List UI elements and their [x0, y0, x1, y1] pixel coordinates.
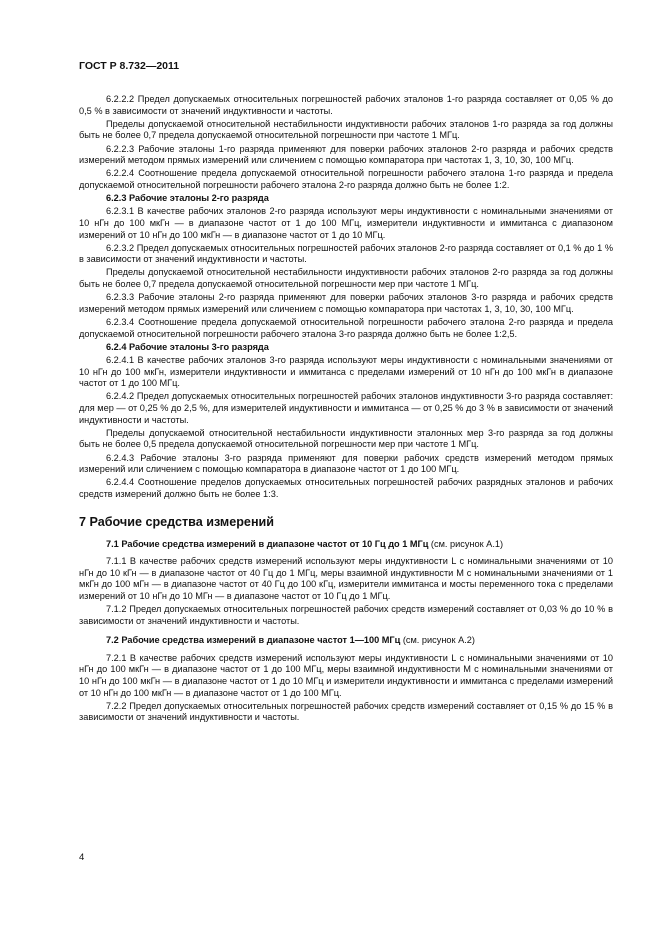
- heading-6-2-3: 6.2.3 Рабочие эталоны 2-го разряда: [106, 193, 269, 204]
- paragraph-6-2-2-2: 6.2.2.2 Предел допускаемых относительных погрешностей рабочих эталонов 1-го разряда составляет от 0,05 % до 0,5 % в зависимости от значений индуктивности и частоты.: [79, 94, 613, 116]
- heading-7-2-bold: 7.2 Рабочие средства измерений в диапазоне частот 1—100 МГц: [106, 635, 401, 646]
- heading-7-1: [79, 539, 613, 551]
- paragraph-6-2-2-4: 6.2.2.4 Соотношение предела допускаемой относительной погрешности рабочего эталона 1-го разряда и предела допускаемой относительной погрешности рабочего эталона 2-го разряда должно быть не более 1:2.: [79, 168, 613, 190]
- paragraph-6-2-4-3: 6.2.4.3 Рабочие эталоны 3-го разряда применяют для поверки рабочих средств измерений методом прямых измерений или сличением с помощью компаратора в диапазоне частот от 1 до 100 МГц.: [79, 452, 613, 475]
- heading-7-2-ref: (см. рисунок А.2): [400, 635, 475, 646]
- document-header: ГОСТ Р 8.732—2011: [79, 60, 180, 72]
- paragraph-6-2-3-1: 6.2.3.1 В качестве рабочих эталонов 2-го разряда используют меры индуктивности с номинальными значениями от 10 нГн до 100 мкГн — в диапазоне частот от 1 до 100 МГц, измерители индуктивности и иммитанса с диапазоном измерений от 10 нГн до 100 мкГн — в диапазоне частот от 1 до 10 МГц.: [79, 206, 613, 240]
- paragraph-6-2-3-3: 6.2.3.3 Рабочие эталоны 2-го разряда применяют для поверки рабочих эталонов 3-го разряда и рабочих средств измерений методом прямых измерений или сличением с помощью компаратора при частотах 1, 3, 10, 30, 100 МГц.: [79, 292, 613, 314]
- heading-7-1-bold: 7.1 Рабочие средства измерений в диапазоне частот от 10 Гц до 1 МГц: [106, 538, 429, 549]
- paragraph-6-2-2-2-stability: Пределы допускаемой относительной нестабильности индуктивности рабочих эталонов 1-го разряда за год должны быть не более 0,7 предела допускаемой относительной погрешности при частоте 1 МГц.: [79, 118, 613, 141]
- document-page: [79, 60, 613, 726]
- paragraph-6-2-3-4: 6.2.3.4 Соотношение предела допускаемой относительной погрешности рабочего эталона 2-го разряда и предела допускаемой относительной погрешности рабочего эталона 3-го разряда должно быть не более 1:2,5.: [79, 317, 613, 339]
- paragraph-6-2-4-2-stability: Пределы допускаемой относительной нестабильности индуктивности эталонных мер 3-го разряда за год должны быть не более 0,5 предела допускаемой относительной погрешности мер при частоте 1 МГц.: [79, 427, 613, 450]
- paragraph-7-1-1: 7.1.1 В качестве рабочих средств измерений используют меры индуктивности L с номинальными значениями от 10 нГн до 10 кГн — в диапазоне частот от 40 Гц до 1 МГц, меры взаимной индуктивности M с номинальными значениями от 1 мкГн до 100 мГн — в диапазоне частот от 40 Гц до 100 кГц, измерители иммитанса и мосты переменного тока с пределами измерений от 10 нГн до 10 МГн — в диапазоне частот от 10 Гц до 1 МГц.: [79, 556, 613, 601]
- paragraph-6-2-2-3: 6.2.2.3 Рабочие эталоны 1-го разряда применяют для поверки рабочих эталонов 2-го разряда и рабочих средств измерений методом прямых измерений или сличением с помощью компаратора при частотах 1, 3, 10, 30, 100 МГц.: [79, 143, 613, 166]
- heading-7-2: [79, 635, 613, 647]
- section-7-title: 7 Рабочие средства измерений: [79, 514, 275, 529]
- paragraph-7-1-2: 7.1.2 Предел допускаемых относительных погрешностей рабочих средств измерений составляет от 0,03 % до 10 % в зависимости от значений индуктивности и частоты.: [79, 604, 613, 626]
- paragraph-6-2-4-1: 6.2.4.1 В качестве рабочих эталонов 3-го разряда используют меры индуктивности с номинальными значениями от 10 нГн до 100 мкГн, измерители индуктивности и иммитанса с пределами измерений от 10 нГн до 100 мкГн в диапазоне частот от 1 до 100 МГц.: [79, 355, 613, 389]
- paragraph-6-2-4-4: 6.2.4.4 Соотношение пределов допускаемых относительных погрешностей рабочих разрядных эталонов и рабочих средств измерений должно быть не более 1:3.: [79, 477, 613, 499]
- paragraph-6-2-3-2-stability: Пределы допускаемой относительной нестабильности индуктивности рабочих эталонов 2-го разряда за год должны быть не более 0,7 предела допускаемой относительной погрешности мер при частоте 1 МГц.: [79, 267, 613, 290]
- paragraph-6-2-4-2: 6.2.4.2 Предел допускаемых относительных погрешностей рабочих эталонов индуктивности 3-го разряда составляет: для мер — от 0,25 % до 2,5 %, для измерителей индуктивности и иммитанса — от 0,25 % до 3 % в зависимости от значений индуктивности и частоты.: [79, 391, 613, 425]
- paragraph-7-2-2: 7.2.2 Предел допускаемых относительных погрешностей рабочих средств измерений составляет от 0,15 % до 15 % в зависимости от значений индуктивности и частоты.: [79, 700, 613, 723]
- page-number: 4: [79, 852, 85, 863]
- heading-7-1-ref: (см. рисунок А.1): [428, 538, 504, 549]
- heading-6-2-4: 6.2.4 Рабочие эталоны 3-го разряда: [106, 341, 269, 352]
- paragraph-6-2-3-2: 6.2.3.2 Предел допускаемых относительных погрешностей рабочих эталонов 2-го разряда составляет от 0,1 % до 1 % в зависимости от значений индуктивности и частоты.: [79, 242, 613, 265]
- paragraph-7-2-1: 7.2.1 В качестве рабочих средств измерений используют меры индуктивности L с номинальными значениями от 10 нГн до 100 мкГн — в диапазоне частот от 1 до 100 МГц, меры взаимной индуктивности M с номинальными значениями от 10 нГн до 100 мкГн — в диапазоне частот от 1 до 10 МГц и измерители индуктивности и иммитанса с пределами измерений от 10 нГн до 100 мкГн — в диапазоне частот от 1 до 100 МГц.: [79, 652, 613, 698]
